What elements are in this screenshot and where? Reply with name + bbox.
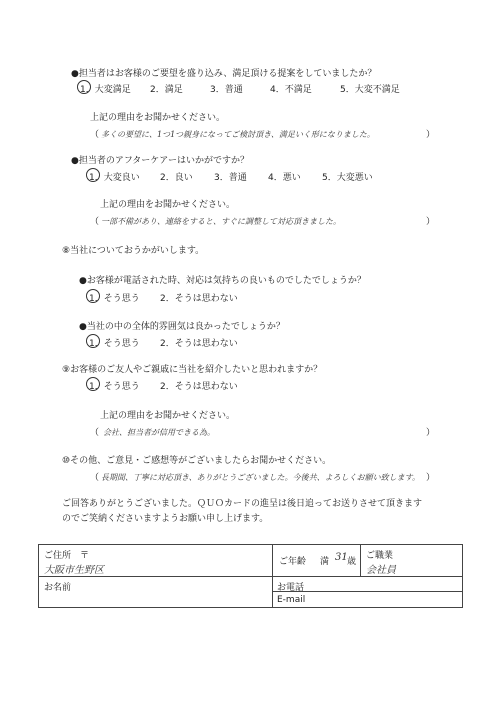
closing-line-2: のでご笑納くださいますようお願い申し上げます。 bbox=[62, 514, 269, 524]
table-divider bbox=[360, 544, 361, 576]
option-proposal-5[interactable]: 5．大変不満足 bbox=[340, 85, 400, 95]
option-proposal-4[interactable]: 4．不満足 bbox=[270, 85, 312, 95]
email-label: E-mail bbox=[277, 595, 306, 605]
question-proposal: ●担当者はお客様のご要望を盛り込み、満足頂ける提案をしていましたか？ bbox=[71, 69, 377, 79]
paren-open: （ bbox=[90, 473, 100, 483]
job-field[interactable]: 会社員 bbox=[366, 565, 396, 576]
reason-aftercare: 一部不備があり、連絡をすると、すぐに調整して対応頂きました。 bbox=[101, 217, 341, 226]
age-label: ご年齢 bbox=[279, 557, 307, 567]
reason-label-referral: 上記の理由をお聞かせください。 bbox=[100, 411, 236, 421]
option-phone-2[interactable]: 2．そうは思わない bbox=[160, 294, 238, 304]
question-atmosphere: ●当社の中の全体的雰囲気は良かったでしょうか？ bbox=[79, 322, 285, 332]
option-referral-1[interactable]: 1．そう思う bbox=[89, 382, 140, 392]
age-suffix: 歳 bbox=[347, 557, 357, 567]
paren-close: ） bbox=[426, 428, 436, 438]
address-field[interactable]: 大阪市生野区 bbox=[44, 565, 104, 576]
section8-heading: ⑧当社についておうかがいします。 bbox=[62, 246, 205, 256]
paren-open: （ bbox=[90, 428, 100, 438]
question-other: ⑩その他、ご意見・ご感想等がございましたらお聞かせください。 bbox=[62, 456, 332, 466]
question-referral: ⑨お客様のご友人やご親戚に当社を紹介したいと思われますか？ bbox=[62, 365, 323, 375]
reason-other: 長期間、丁寧に対応頂き、ありがとうございました。今後共、よろしくお願い致します。 bbox=[101, 473, 421, 482]
option-aftercare-5[interactable]: 5．大変悪い bbox=[322, 173, 373, 183]
paren-close: ） bbox=[426, 130, 436, 140]
reason-label-aftercare: 上記の理由をお聞かせください。 bbox=[100, 200, 236, 210]
table-divider bbox=[272, 544, 273, 607]
question-phone: ●お客様が電話された時、対応は気持ちの良いものでしたでしょうか？ bbox=[79, 276, 366, 286]
option-aftercare-2[interactable]: 2．良い bbox=[160, 173, 193, 183]
option-phone-1[interactable]: 1．そう思う bbox=[89, 294, 140, 304]
option-referral-2[interactable]: 2．そうは思わない bbox=[160, 382, 238, 392]
option-proposal-2[interactable]: 2．満足 bbox=[150, 85, 183, 95]
age-field[interactable]: 31 bbox=[335, 552, 348, 563]
paren-close: ） bbox=[426, 473, 436, 483]
table-divider bbox=[38, 576, 462, 577]
question-aftercare: ●担当者のアフターケアーはいかがですか？ bbox=[71, 156, 249, 166]
job-label: ご職業 bbox=[366, 551, 394, 561]
reason-proposal: 多くの要望に、1つ1つ親身になってご検討頂き、満足いく形になりました。 bbox=[101, 130, 375, 139]
paren-open: （ bbox=[90, 217, 100, 227]
age-prefix: 満 bbox=[320, 557, 330, 567]
option-proposal-3[interactable]: 3．普通 bbox=[210, 85, 243, 95]
option-atmosphere-1[interactable]: 1．そう思う bbox=[89, 339, 140, 349]
option-aftercare-1[interactable]: 1．大変良い bbox=[89, 173, 140, 183]
option-atmosphere-2[interactable]: 2．そうは思わない bbox=[160, 339, 238, 349]
option-aftercare-4[interactable]: 4．悪い bbox=[268, 173, 301, 183]
name-label: お名前 bbox=[44, 583, 72, 593]
reason-referral: 会社、担当者が信用できる為。 bbox=[103, 428, 215, 437]
paren-open: （ bbox=[90, 130, 100, 140]
reason-label-proposal: 上記の理由をお聞かせください。 bbox=[90, 113, 226, 123]
phone-label: お電話 bbox=[277, 583, 305, 593]
address-label: ご住所 〒 bbox=[44, 551, 90, 561]
paren-close: ） bbox=[426, 217, 436, 227]
option-aftercare-3[interactable]: 3．普通 bbox=[214, 173, 247, 183]
option-proposal-1[interactable]: 1．大変満足 bbox=[80, 85, 131, 95]
closing-line-1: ご回答ありがとうございました。ＱＵＯカードの進呈は後日追ってお送りさせて頂きます bbox=[62, 499, 423, 509]
